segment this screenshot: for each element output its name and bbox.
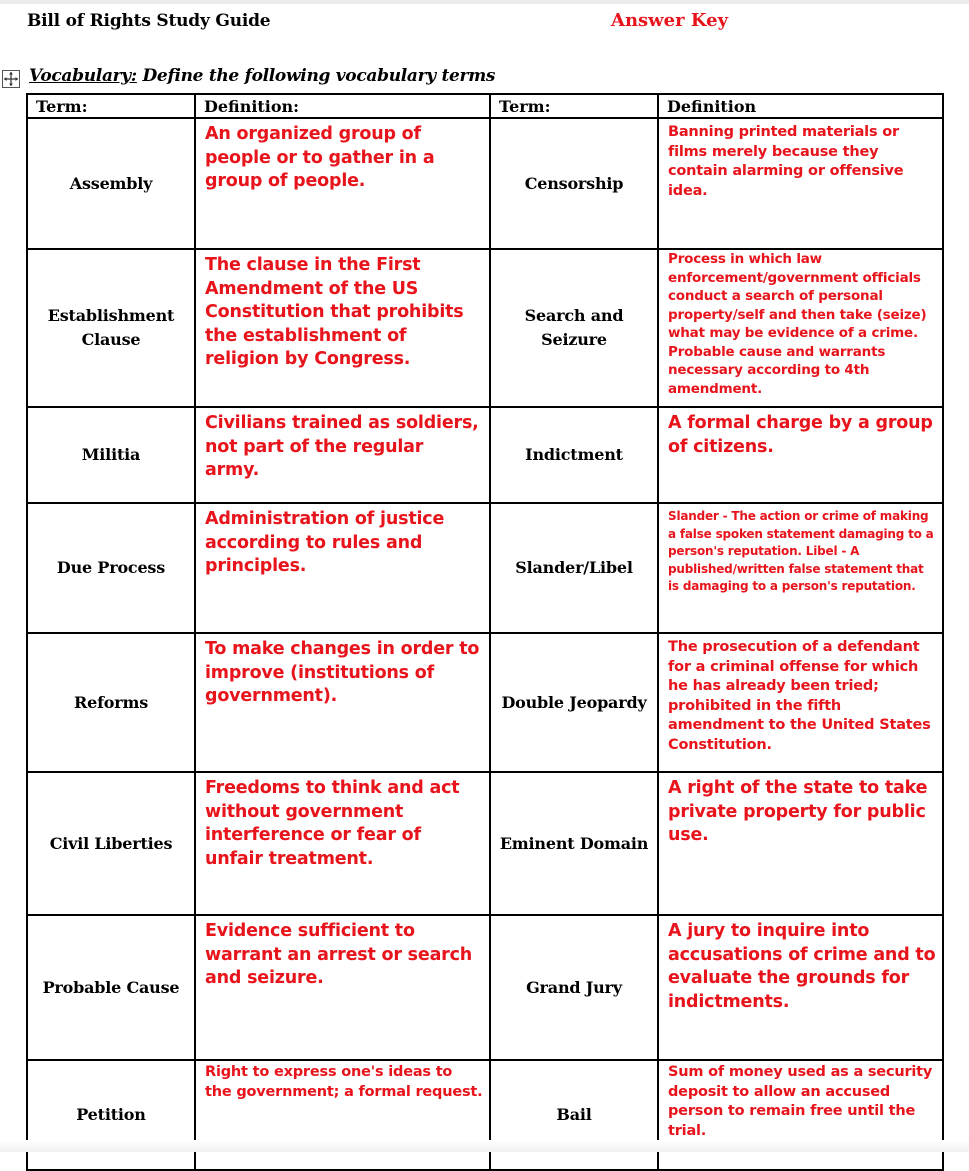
table-row — [27, 1060, 943, 1170]
definition-cell: Civilians trained as soldiers, not part of the regular army. — [195, 407, 490, 503]
definition-cell: The prosecution of a defendant for a criminal offense for which he has already been tried; prohibited in the fifth amendment to the United States Constitution. — [658, 633, 943, 772]
term-cell: Censorship — [490, 118, 658, 249]
move-cross-icon[interactable] — [2, 70, 20, 88]
table-row — [27, 503, 943, 633]
term-cell: Establishment Clause — [27, 249, 195, 407]
term-cell: Bail — [490, 1060, 658, 1170]
term-cell: Search and Seizure — [490, 249, 658, 407]
table-row — [27, 772, 943, 915]
definition-cell: A right of the state to take private property for public use. — [658, 772, 943, 915]
definition-cell: Sum of money used as a security deposit to allow an accused person to remain free until the trial. — [658, 1060, 943, 1170]
table-row — [27, 407, 943, 503]
term-cell: Slander/Libel — [490, 503, 658, 633]
term-cell: Double Jeopardy — [490, 633, 658, 772]
term-cell: Eminent Domain — [490, 772, 658, 915]
top-edge-strip — [0, 0, 969, 4]
header-definition-left: Definition: — [195, 94, 490, 118]
definition-cell: To make changes in order to improve (institutions of government). — [195, 633, 490, 772]
definition-cell: Banning printed materials or films merely because they contain alarming or offensive idea. — [658, 118, 943, 249]
term-cell: Grand Jury — [490, 915, 658, 1060]
answer-key-label: Answer Key — [611, 10, 729, 31]
term-cell: Civil Liberties — [27, 772, 195, 915]
definition-cell: A formal charge by a group of citizens. — [658, 407, 943, 503]
term-cell: Militia — [27, 407, 195, 503]
term-cell: Reforms — [27, 633, 195, 772]
document-title: Bill of Rights Study Guide — [27, 11, 271, 31]
table-header-row — [27, 94, 943, 118]
term-cell: Assembly — [27, 118, 195, 249]
section-heading-label: Vocabulary: — [29, 66, 137, 86]
definition-cell: Evidence sufficient to warrant an arrest or search and seizure. — [195, 915, 490, 1060]
term-cell: Indictment — [490, 407, 658, 503]
page-bottom-edge — [0, 1140, 969, 1152]
table-row — [27, 915, 943, 1060]
definition-cell: Freedoms to think and act without government interference or fear of unfair treatment. — [195, 772, 490, 915]
header-definition-right: Definition — [658, 94, 943, 118]
table-row — [27, 118, 943, 249]
definition-cell: A jury to inquire into accusations of crime and to evaluate the grounds for indictments. — [658, 915, 943, 1060]
term-cell: Petition — [27, 1060, 195, 1170]
section-heading — [29, 66, 495, 86]
definition-cell: The clause in the First Amendment of the US Constitution that prohibits the establishment of religion by Congress. — [195, 249, 490, 407]
definition-cell: Slander - The action or crime of making a false spoken statement damaging to a person's reputation. Libel - A published/written false statement that is damaging to a person's reputation. — [658, 503, 943, 633]
definition-cell: Administration of justice according to rules and principles. — [195, 503, 490, 633]
header-term-right: Term: — [490, 94, 658, 118]
definition-cell: Process in which law enforcement/government officials conduct a search of personal property/self and then take (seize) what may be evidence of a crime. Probable cause and warrants necessary according to 4th amendment. — [658, 249, 943, 407]
section-heading-instructions: Define the following vocabulary terms — [136, 66, 496, 86]
vocabulary-table — [26, 93, 944, 1171]
definition-cell: Right to express one's ideas to the government; a formal request. — [195, 1060, 490, 1170]
term-cell: Probable Cause — [27, 915, 195, 1060]
term-cell: Due Process — [27, 503, 195, 633]
table-row — [27, 633, 943, 772]
definition-cell: An organized group of people or to gather in a group of people. — [195, 118, 490, 249]
table-row — [27, 249, 943, 407]
header-term-left: Term: — [27, 94, 195, 118]
